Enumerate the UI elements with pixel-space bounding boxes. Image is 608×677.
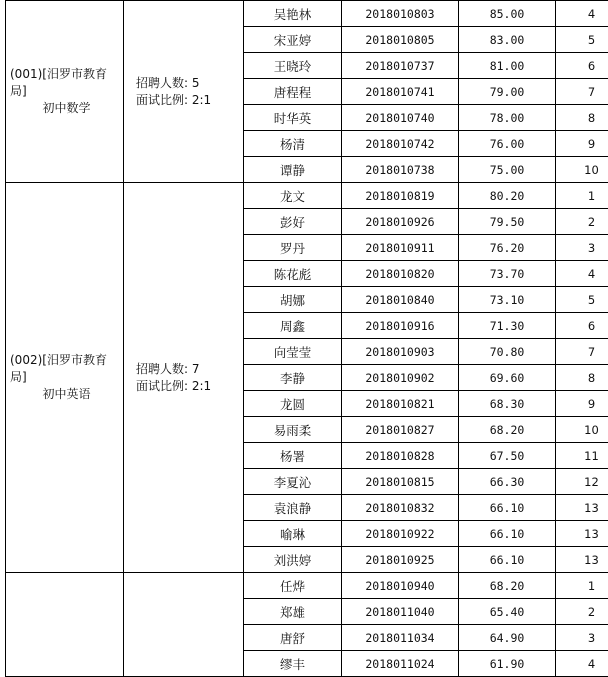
rank: 12 (556, 469, 608, 495)
candidate-name: 李静 (244, 365, 342, 391)
candidate-name: 宋亚婷 (244, 27, 342, 53)
score: 68.20 (459, 417, 556, 443)
rank: 13 (556, 521, 608, 547)
results-table (5, 0, 608, 677)
score: 83.00 (459, 27, 556, 53)
score: 73.70 (459, 261, 556, 287)
exam-id: 2018010821 (342, 391, 459, 417)
exam-id: 2018011024 (342, 651, 459, 677)
score: 76.00 (459, 131, 556, 157)
position-subject: 初中数学 (42, 101, 91, 115)
position-code: (002)[汨罗市教育局] (10, 353, 107, 384)
candidate-name: 向莹莹 (244, 339, 342, 365)
rank: 8 (556, 365, 608, 391)
candidate-name: 胡娜 (244, 287, 342, 313)
score: 79.50 (459, 209, 556, 235)
exam-id: 2018010903 (342, 339, 459, 365)
rank: 13 (556, 495, 608, 521)
candidate-name: 唐舒 (244, 625, 342, 651)
rank: 10 (556, 417, 608, 443)
position-cell (6, 183, 124, 573)
rank: 13 (556, 547, 608, 573)
score: 66.30 (459, 469, 556, 495)
candidate-name: 喻琳 (244, 521, 342, 547)
score: 80.20 (459, 183, 556, 209)
candidate-name: 龙文 (244, 183, 342, 209)
exam-id: 2018010922 (342, 521, 459, 547)
exam-id: 2018011034 (342, 625, 459, 651)
rank: 8 (556, 105, 608, 131)
rank: 7 (556, 339, 608, 365)
candidate-name: 罗丹 (244, 235, 342, 261)
rank: 6 (556, 313, 608, 339)
score: 67.50 (459, 443, 556, 469)
exam-id: 2018010741 (342, 79, 459, 105)
score: 76.20 (459, 235, 556, 261)
candidate-name: 袁浪静 (244, 495, 342, 521)
rank: 9 (556, 131, 608, 157)
quota-cell (124, 1, 244, 183)
score: 68.20 (459, 573, 556, 599)
exam-id: 2018010926 (342, 209, 459, 235)
rank: 6 (556, 53, 608, 79)
position-subject: 初中英语 (42, 387, 91, 401)
exam-id: 2018010925 (342, 547, 459, 573)
candidate-name: 易雨柔 (244, 417, 342, 443)
interview-ratio: 面试比例: 2:1 (136, 378, 212, 393)
exam-id: 2018010737 (342, 53, 459, 79)
rank: 3 (556, 625, 608, 651)
position-cell (6, 1, 124, 183)
rank: 2 (556, 209, 608, 235)
table-row (6, 573, 608, 599)
score: 68.30 (459, 391, 556, 417)
score: 66.10 (459, 547, 556, 573)
exam-id: 2018010940 (342, 573, 459, 599)
candidate-name: 吴艳林 (244, 1, 342, 27)
exam-id: 2018010803 (342, 1, 459, 27)
score: 69.60 (459, 365, 556, 391)
score: 66.10 (459, 495, 556, 521)
table-row (6, 1, 608, 27)
exam-id: 2018011040 (342, 599, 459, 625)
hiring-count: 招聘人数: 7 (136, 361, 200, 376)
candidate-name: 王晓玲 (244, 53, 342, 79)
score: 78.00 (459, 105, 556, 131)
exam-id: 2018010828 (342, 443, 459, 469)
candidate-name: 杨清 (244, 131, 342, 157)
exam-id: 2018010819 (342, 183, 459, 209)
rank: 1 (556, 573, 608, 599)
candidate-name: 陈花彪 (244, 261, 342, 287)
score: 70.80 (459, 339, 556, 365)
position-code: (001)[汨罗市教育局] (10, 67, 107, 98)
rank: 9 (556, 391, 608, 417)
rank: 10 (556, 157, 608, 183)
exam-id: 2018010815 (342, 469, 459, 495)
score: 66.10 (459, 521, 556, 547)
candidate-name: 周鑫 (244, 313, 342, 339)
rank: 4 (556, 1, 608, 27)
rank: 3 (556, 235, 608, 261)
exam-id: 2018010805 (342, 27, 459, 53)
score: 73.10 (459, 287, 556, 313)
quota-cell (124, 573, 244, 677)
hiring-count: 招聘人数: 5 (136, 75, 200, 90)
rank: 4 (556, 261, 608, 287)
candidate-name: 缪丰 (244, 651, 342, 677)
candidate-name: 杨署 (244, 443, 342, 469)
exam-id: 2018010911 (342, 235, 459, 261)
candidate-name: 任烨 (244, 573, 342, 599)
rank: 11 (556, 443, 608, 469)
score: 64.90 (459, 625, 556, 651)
candidate-name: 唐程程 (244, 79, 342, 105)
exam-id: 2018010738 (342, 157, 459, 183)
exam-id: 2018010840 (342, 287, 459, 313)
rank: 7 (556, 79, 608, 105)
score: 65.40 (459, 599, 556, 625)
score: 75.00 (459, 157, 556, 183)
score: 79.00 (459, 79, 556, 105)
candidate-name: 谭静 (244, 157, 342, 183)
table-row (6, 183, 608, 209)
candidate-name: 郑雄 (244, 599, 342, 625)
candidate-name: 彭好 (244, 209, 342, 235)
exam-id: 2018010740 (342, 105, 459, 131)
score: 85.00 (459, 1, 556, 27)
quota-cell (124, 183, 244, 573)
score: 71.30 (459, 313, 556, 339)
rank: 1 (556, 183, 608, 209)
exam-id: 2018010916 (342, 313, 459, 339)
exam-id: 2018010902 (342, 365, 459, 391)
exam-id: 2018010832 (342, 495, 459, 521)
position-cell (6, 573, 124, 677)
candidate-name: 时华英 (244, 105, 342, 131)
candidate-name: 李夏沁 (244, 469, 342, 495)
rank: 5 (556, 287, 608, 313)
score: 61.90 (459, 651, 556, 677)
score: 81.00 (459, 53, 556, 79)
rank: 2 (556, 599, 608, 625)
candidate-name: 刘洪婷 (244, 547, 342, 573)
results-table-body (6, 1, 608, 677)
interview-ratio: 面试比例: 2:1 (136, 92, 212, 107)
candidate-name: 龙圆 (244, 391, 342, 417)
rank: 4 (556, 651, 608, 677)
exam-id: 2018010827 (342, 417, 459, 443)
rank: 5 (556, 27, 608, 53)
exam-id: 2018010820 (342, 261, 459, 287)
exam-id: 2018010742 (342, 131, 459, 157)
